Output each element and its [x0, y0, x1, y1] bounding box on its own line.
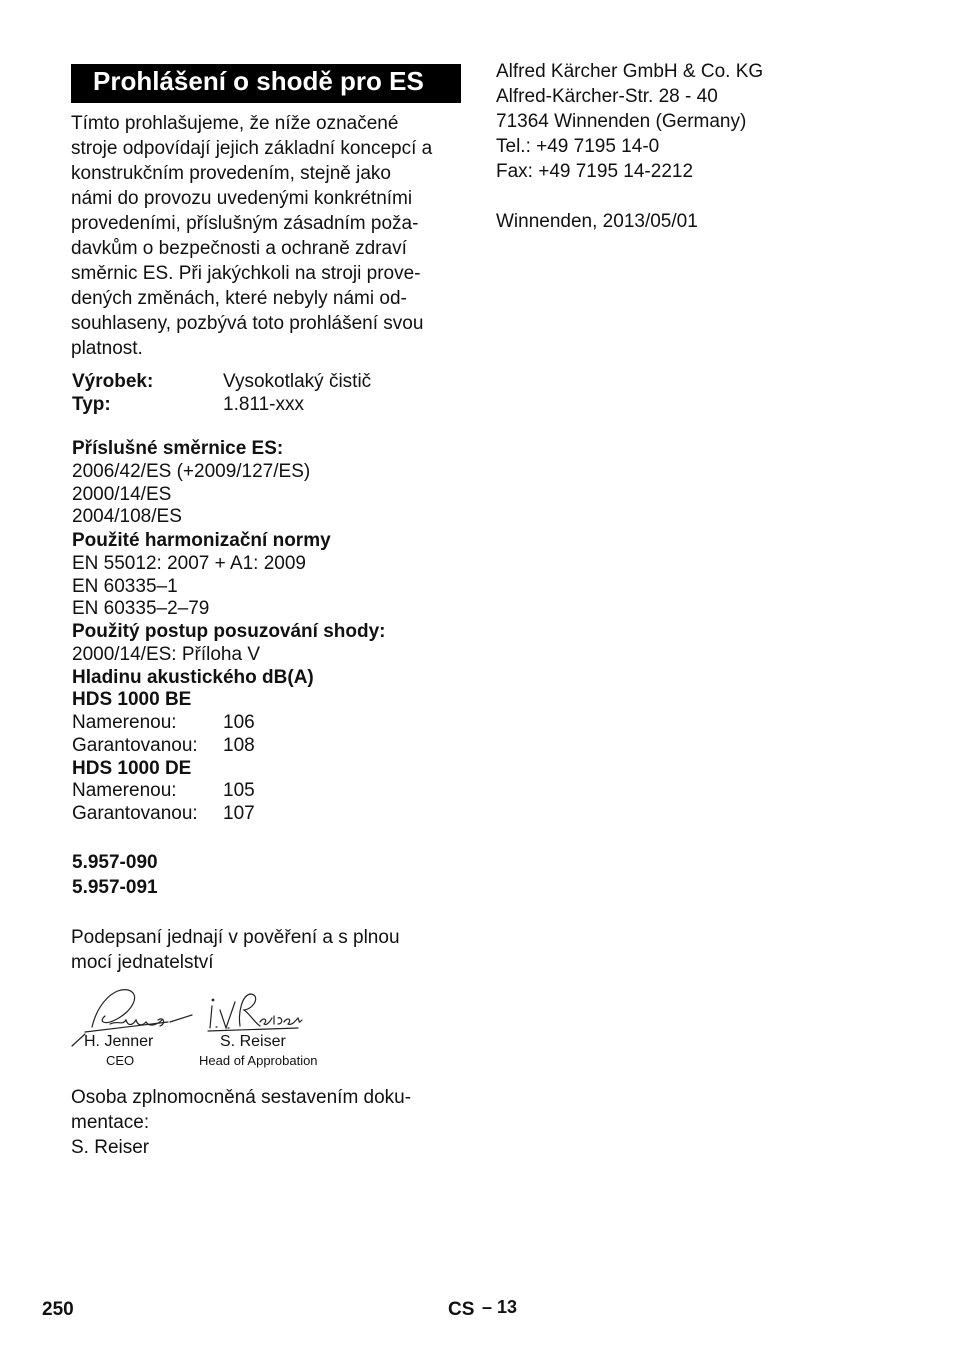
measured-label: Namerenou:	[72, 780, 177, 801]
footer-section-page: – 13	[482, 1297, 518, 1317]
measured-row	[72, 711, 452, 734]
signatory-role: CEO	[106, 1053, 135, 1068]
standard-item: EN 60335–2–79	[72, 598, 210, 619]
intro-line: davkům o bezpečnosti a ochraně zdraví	[71, 238, 407, 259]
standards-heading: Použité harmonizační normy	[72, 530, 331, 551]
company-address	[496, 59, 763, 184]
signatory-role: Head of Approbation	[199, 1053, 318, 1068]
footer-lang: CS	[448, 1299, 475, 1320]
intro-line: provedeními, příslušným zásadním poža-	[71, 213, 419, 234]
intro-line: námi do provozu uvedenými konkrétními	[71, 188, 413, 209]
model-name: HDS 1000 BE	[72, 689, 192, 710]
guaranteed-value: 107	[223, 803, 255, 824]
signatory-name: H. Jenner	[84, 1033, 154, 1050]
documentation-block	[71, 1085, 411, 1160]
standard-item: EN 60335–1	[72, 576, 178, 597]
directives-heading: Příslušné směrnice ES:	[72, 438, 284, 459]
product-value: Vysokotlaký čistič	[223, 371, 372, 392]
signing-line: Podepsaní jednají v pověření a s plnou	[71, 927, 400, 948]
part-number: 5.957-091	[72, 877, 158, 898]
measured-value: 105	[223, 780, 255, 801]
intro-line: platnost.	[71, 338, 143, 359]
address-line: Alfred-Kärcher-Str. 28 - 40	[496, 86, 718, 107]
guaranteed-value: 108	[223, 735, 255, 756]
part-number: 5.957-090	[72, 852, 158, 873]
guaranteed-row	[72, 734, 452, 757]
guaranteed-row	[72, 802, 452, 825]
model-name: HDS 1000 DE	[72, 758, 192, 779]
type-label: Typ:	[72, 394, 111, 415]
place-date: Winnenden, 2013/05/01	[496, 211, 698, 232]
intro-line: souhlaseny, pozbývá toto prohlášení svou	[71, 313, 424, 334]
documentation-line: mentace:	[71, 1112, 150, 1133]
type-row	[72, 393, 452, 416]
directive-item: 2006/42/ES (+2009/127/ES)	[72, 461, 311, 482]
intro-paragraph	[71, 111, 466, 361]
documentation-line: Osoba zplnomocněná sestavením doku-	[71, 1087, 412, 1108]
guaranteed-label: Garantovanou:	[72, 803, 198, 824]
measured-value: 106	[223, 712, 255, 733]
address-line: Tel.: +49 7195 14-0	[496, 136, 660, 157]
documentation-name: S. Reiser	[71, 1137, 150, 1158]
product-label: Výrobek:	[72, 371, 154, 392]
measured-row	[72, 779, 452, 802]
directive-item: 2000/14/ES	[72, 484, 172, 505]
signatory-name: S. Reiser	[220, 1033, 286, 1050]
page-number: 250	[42, 1299, 74, 1320]
directive-item: 2004/108/ES	[72, 506, 182, 527]
procedure-heading: Použitý postup posuzování shody:	[72, 621, 386, 642]
signing-line: mocí jednatelství	[71, 952, 214, 973]
intro-line: dených změnách, které nebyly námi od-	[71, 288, 407, 309]
measured-label: Namerenou:	[72, 712, 177, 733]
standard-item: EN 55012: 2007 + A1: 2009	[72, 553, 307, 574]
procedure-value: 2000/14/ES: Příloha V	[72, 644, 261, 665]
intro-line: Tímto prohlašujeme, že níže označené	[71, 113, 399, 134]
intro-line: směrnic ES. Při jakýchkoli na stroji prove-	[71, 263, 421, 284]
noise-heading: Hladinu akustického dB(A)	[72, 667, 314, 688]
title-bar	[71, 64, 461, 103]
address-line: Fax: +49 7195 14-2212	[496, 161, 694, 182]
type-value: 1.811-xxx	[223, 394, 304, 415]
address-line: Alfred Kärcher GmbH & Co. KG	[496, 61, 764, 82]
intro-line: konstrukčním provedením, stejně jako	[71, 163, 391, 184]
signing-statement	[71, 925, 400, 975]
intro-line: stroje odpovídají jejich základní koncepcí a	[71, 138, 433, 159]
address-line: 71364 Winnenden (Germany)	[496, 111, 747, 132]
guaranteed-label: Garantovanou:	[72, 735, 198, 756]
product-row	[72, 370, 452, 393]
page-title: Prohlášení o shodě pro ES	[93, 66, 424, 96]
